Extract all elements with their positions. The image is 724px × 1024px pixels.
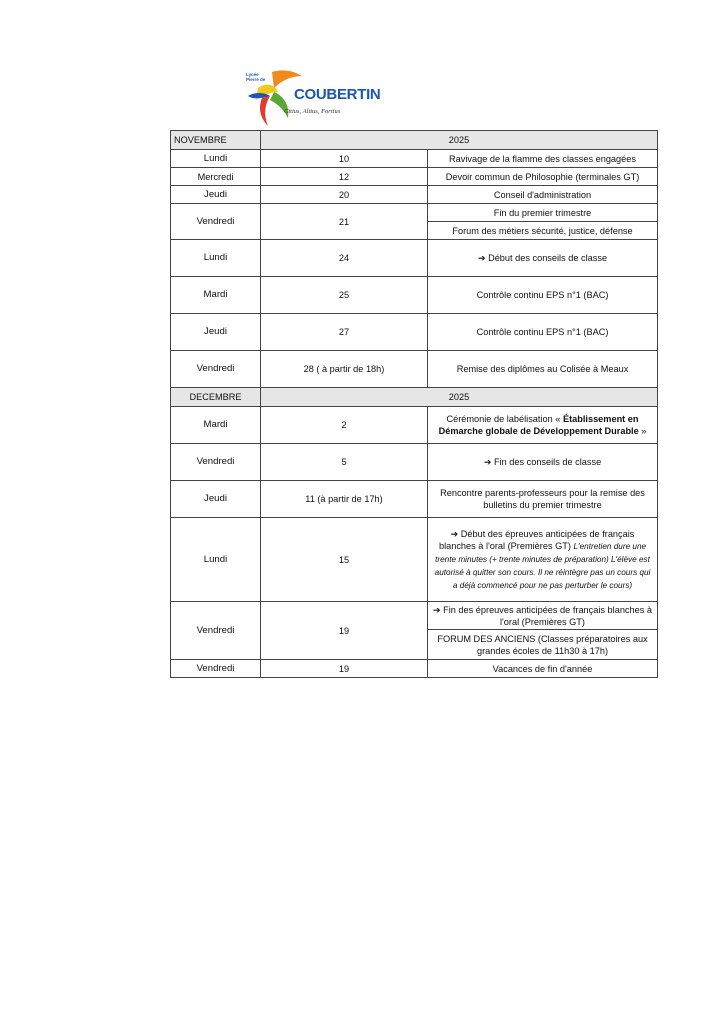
table-row [171, 660, 658, 678]
date-cell: 27 [261, 314, 428, 351]
table-row [171, 407, 658, 444]
day-cell: Vendredi [171, 444, 261, 481]
event-cell: Vacances de fin d'année [428, 660, 658, 678]
table-row [171, 444, 658, 481]
month-year: 2025 [261, 388, 658, 407]
logo-motto: Citius, Altius, Fortius [284, 108, 341, 115]
table-row [171, 602, 658, 630]
date-cell: 25 [261, 277, 428, 314]
day-cell: Jeudi [171, 186, 261, 204]
day-cell: Jeudi [171, 314, 261, 351]
event-cell: FORUM DES ANCIENS (Classes préparatoires aux grandes écoles de 11h30 à 17h) [428, 630, 658, 660]
arrow-right-icon: ➔ [433, 604, 441, 615]
table-row [171, 204, 658, 222]
day-cell: Mardi [171, 407, 261, 444]
event-cell: Fin du premier trimestre [428, 204, 658, 222]
event-cell: ➔ Fin des conseils de classe [428, 444, 658, 481]
month-header-row [171, 131, 658, 150]
day-cell: Jeudi [171, 481, 261, 518]
day-cell: Vendredi [171, 660, 261, 678]
event-cell: ➔ Début des conseils de classe [428, 240, 658, 277]
date-cell: 20 [261, 186, 428, 204]
date-cell: 24 [261, 240, 428, 277]
event-cell: Contrôle continu EPS n°1 (BAC) [428, 314, 658, 351]
date-cell: 11 (à partir de 17h) [261, 481, 428, 518]
event-cell: Cérémonie de labélisation « Établissement en Démarche globale de Développement Durable » [428, 407, 658, 444]
arrow-right-icon: ➔ [483, 457, 492, 467]
school-logo [244, 66, 381, 128]
day-cell: Vendredi [171, 204, 261, 240]
date-cell: 21 [261, 204, 428, 240]
table-row [171, 314, 658, 351]
table-row [171, 186, 658, 204]
event-cell: ➔ Début des épreuves anticipées de français blanches à l'oral (Premières GT) L'entretien dure une trente minutes (+ trente minutes de préparation) L'élève est autorisé à quitter son cours. Il ne réintègre pas un cours qui a déjà commencé pour ne pas perturber le cours) [428, 518, 658, 602]
calendar-table [170, 130, 658, 678]
date-cell: 15 [261, 518, 428, 602]
month-year: 2025 [261, 131, 658, 150]
event-cell: Remise des diplômes au Colisée à Meaux [428, 351, 658, 388]
day-cell: Vendredi [171, 602, 261, 660]
table-row [171, 518, 658, 602]
event-cell: Contrôle continu EPS n°1 (BAC) [428, 277, 658, 314]
date-cell: 5 [261, 444, 428, 481]
arrow-right-icon: ➔ [477, 253, 486, 263]
day-cell: Vendredi [171, 351, 261, 388]
date-cell: 10 [261, 150, 428, 168]
table-row [171, 277, 658, 314]
day-cell: Lundi [171, 518, 261, 602]
day-cell: Lundi [171, 150, 261, 168]
event-cell: ➔ Fin des épreuves anticipées de français blanches à l'oral (Premières GT) [428, 602, 658, 630]
logo-school-prefix: Lycée Pierre de [246, 72, 266, 82]
event-cell: Forum des métiers sécurité, justice, défense [428, 222, 658, 240]
table-row [171, 481, 658, 518]
logo-name: COUBERTIN [294, 86, 381, 103]
date-cell: 19 [261, 660, 428, 678]
month-header-row [171, 388, 658, 407]
day-cell: Lundi [171, 240, 261, 277]
table-row [171, 168, 658, 186]
arrow-right-icon: ➔ [450, 528, 459, 539]
table-row [171, 150, 658, 168]
day-cell: Mercredi [171, 168, 261, 186]
date-cell: 28 ( à partir de 18h) [261, 351, 428, 388]
event-cell: Rencontre parents-professeurs pour la remise des bulletins du premier trimestre [428, 481, 658, 518]
date-cell: 12 [261, 168, 428, 186]
event-cell: Ravivage de la flamme des classes engagées [428, 150, 658, 168]
table-row [171, 240, 658, 277]
event-cell: Devoir commun de Philosophie (terminales GT) [428, 168, 658, 186]
date-cell: 19 [261, 602, 428, 660]
date-cell: 2 [261, 407, 428, 444]
day-cell: Mardi [171, 277, 261, 314]
month-name: NOVEMBRE [171, 131, 261, 150]
event-cell: Conseil d'administration [428, 186, 658, 204]
table-row [171, 351, 658, 388]
month-name: DECEMBRE [171, 388, 261, 407]
